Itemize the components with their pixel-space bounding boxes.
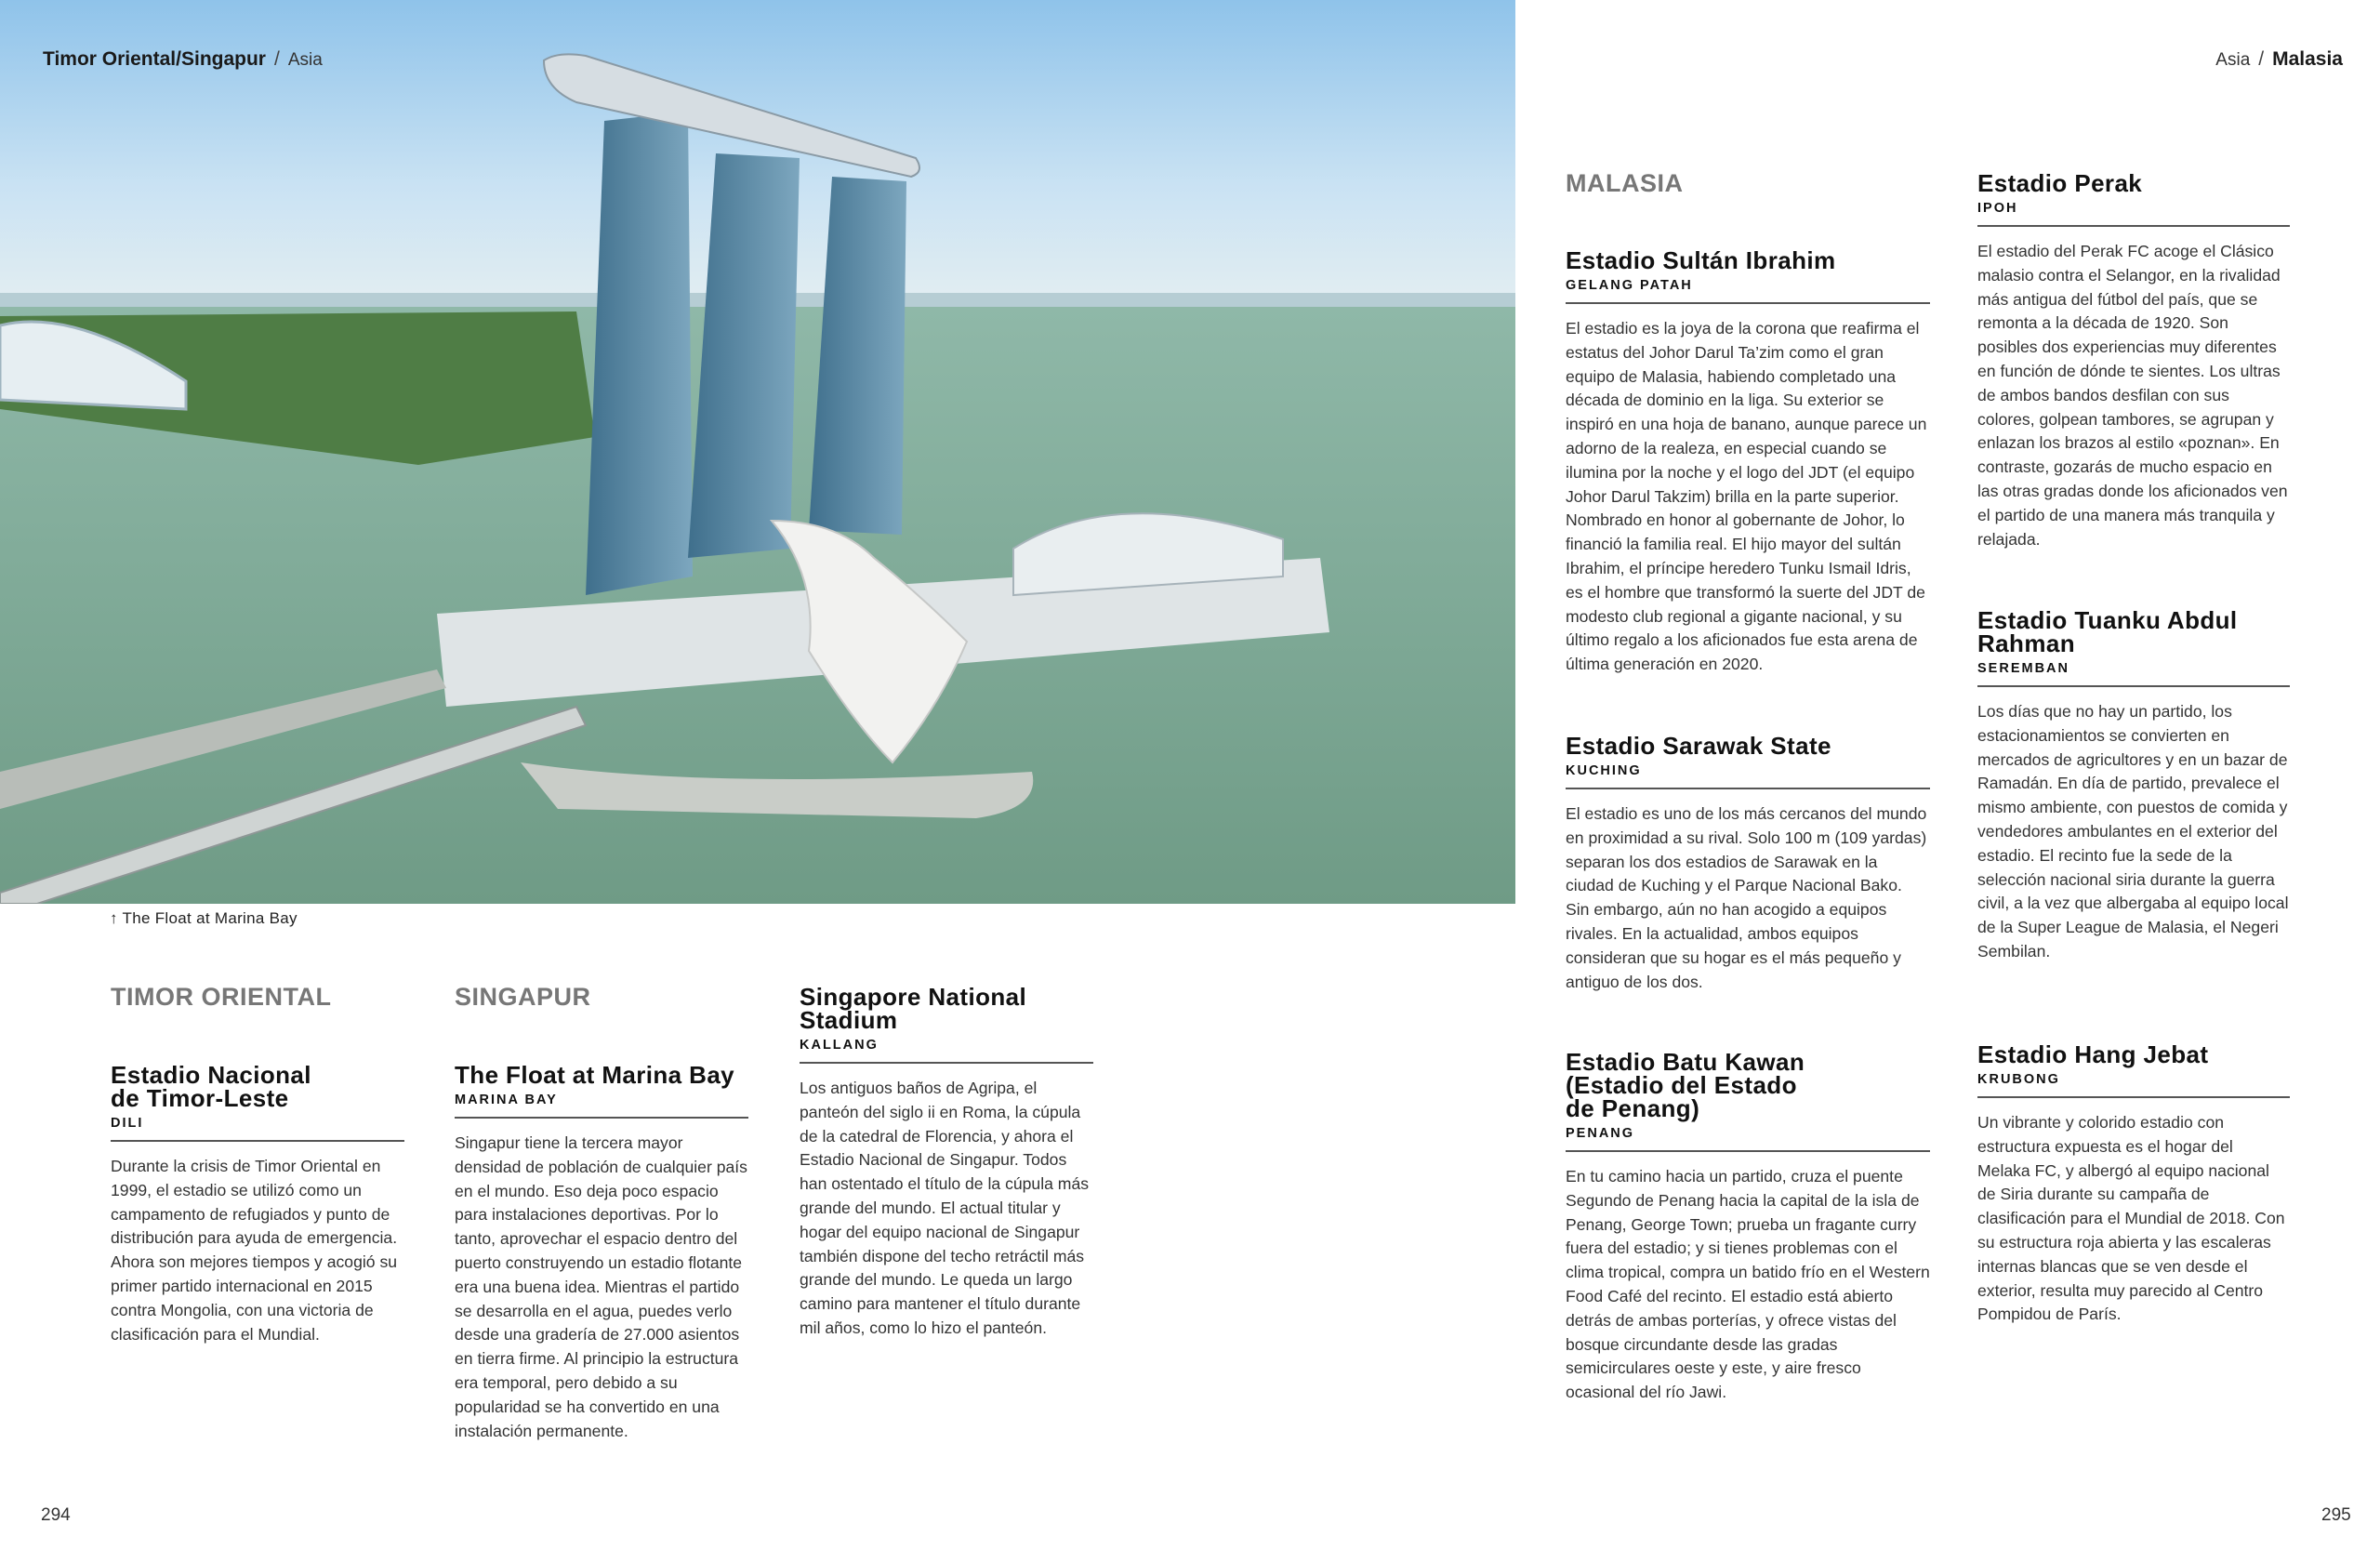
running-head-region: Asia bbox=[287, 50, 323, 70]
stadium-description: El estadio del Perak FC acoge el Clásico malasio contra el Selangor, en la rivalidad más antigua del fútbol del país, que se remonta a la década de 1920. Son posibles dos experiencias muy diferentes en función de dónde te sientes. Los ultras de ambos bandos desfilan con sus colores, golpean tambores, se agrupan y enlazan los brazos al estilo «poznan». En contraste, gozarás de mucho espacio en las otras gradas donde los aficionados ven el partido de una manera más tranquila y relajada. bbox=[1977, 242, 2288, 549]
stadium-entry-sarawak bbox=[1566, 732, 1930, 994]
stadium-entry-singapore-national bbox=[800, 983, 1093, 1341]
stadium-entry-hang-jebat bbox=[1977, 1040, 2290, 1327]
photo-caption bbox=[110, 909, 298, 928]
stadium-location: KUCHING bbox=[1566, 763, 1930, 789]
country-heading-malasia: MALASIA bbox=[1566, 169, 1684, 197]
running-head-right bbox=[2215, 48, 2343, 71]
running-head-separator: / bbox=[273, 48, 280, 70]
country-heading-singapur: SINGAPUR bbox=[455, 983, 591, 1011]
country-heading-timor: TIMOR ORIENTAL bbox=[111, 983, 332, 1011]
stadium-name: Estadio Hang Jebat bbox=[1977, 1040, 2209, 1068]
stadium-entry-float-marina-bay bbox=[455, 1061, 748, 1443]
stadium-location: SEREMBAN bbox=[1977, 661, 2290, 687]
stadium-name: Estadio Sultán Ibrahim bbox=[1566, 246, 1836, 274]
caption-text: The Float at Marina Bay bbox=[122, 909, 298, 927]
running-head-separator: / bbox=[2258, 48, 2265, 70]
stadium-name: Singapore National Stadium bbox=[800, 983, 1027, 1034]
stadium-description: Los días que no hay un partido, los estacionamientos se convierten en mercados de agricultores y en un bazar de Ramadán. En día de partido, prevalece el mismo ambiente, con puestos de comida y vendedores ambulantes en el exterior del estadio. El recinto fue la sede de la selección nacional siria durante la guerra civil, a la vez que albergaba al equipo local de la Super League de Malasia, el Negeri Sembilan. bbox=[1977, 702, 2289, 960]
stadium-location: KRUBONG bbox=[1977, 1072, 2290, 1098]
page-number-left: 294 bbox=[41, 1505, 71, 1525]
stadium-location: KALLANG bbox=[800, 1038, 1093, 1064]
stadium-name: Estadio Batu Kawan (Estadio del Estado de Penang) bbox=[1566, 1048, 1805, 1122]
stadium-name: Estadio Nacional de Timor-Leste bbox=[111, 1061, 311, 1112]
stadium-description: Un vibrante y colorido estadio con estructura expuesta es el hogar del Melaka FC, y albergó al equipo nacional de Siria durante su campaña de clasificación para el Mundial de 2018. Con su estructura roja abierta y las escaleras internas blancas que se ven desde el exterior, resulta muy parecido al Centro Pompidou de París. bbox=[1977, 1113, 2285, 1324]
running-head-region: Asia bbox=[2215, 50, 2251, 70]
page-number-right: 295 bbox=[2321, 1505, 2351, 1525]
stadium-entry-perak bbox=[1977, 169, 2290, 551]
marina-bay-photo bbox=[0, 0, 1515, 904]
stadium-location: MARINA BAY bbox=[455, 1093, 748, 1119]
stadium-name: Estadio Sarawak State bbox=[1566, 732, 1831, 760]
stadium-entry-timor-leste bbox=[111, 1061, 404, 1346]
stadium-description: Durante la crisis de Timor Oriental en 1999, el estadio se utilizó como un campamento de refugiados y punto de distribución para ayuda de emergencia. Ahora son mejores tiempos y acogió su primer partido internacional en 2015 contra Mongolia, con una victoria de clasificación para el Mundial. bbox=[111, 1157, 398, 1344]
stadium-entry-sultan-ibrahim bbox=[1566, 246, 1930, 677]
running-head-section: Malasia bbox=[2272, 48, 2343, 70]
stadium-name: Estadio Perak bbox=[1977, 169, 2143, 197]
stadium-description: El estadio es uno de los más cercanos del mundo en proximidad a su rival. Solo 100 m (109 yardas) separan los dos estadios de Sarawak en la ciudad de Kuching y el Parque Nacional Bako. Sin embargo, aún no han acogido a equipos rivales. En la actualidad, ambos equipos consideran que su hogar es el más pequeño y antiguo de los dos. bbox=[1566, 804, 1927, 991]
stadium-description: Los antiguos baños de Agripa, el panteón del siglo ii en Roma, la cúpula de la catedral de Florencia, y ahora el Estadio Nacional de Singapur. Todos han ostentado el título de la cúpula más grande del mundo. El actual titular y hogar del equipo nacional de Singapur también dispone del techo retráctil más grande del mundo. Le queda un largo camino para mantener el título durante mil años, como lo hizo el panteón. bbox=[800, 1079, 1090, 1337]
running-head-section: Timor Oriental/Singapur bbox=[43, 48, 266, 70]
stadium-description: En tu camino hacia un partido, cruza el puente Segundo de Penang hacia la capital de la isla de Penang, George Town; prueba un fragante curry fuera del estadio; y si tienes problemas con el clima tropical, compra un batido frío en el Western Food Café del recinto. El estadio está abierto detrás de ambas porterías, y ofrece vistas del bosque circundante desde las gradas semicirculares oeste y este, y aire fresco ocasional del río Jawi. bbox=[1566, 1167, 1930, 1402]
stadium-name: Estadio Tuanku Abdul Rahman bbox=[1977, 606, 2238, 657]
stadium-location: DILI bbox=[111, 1116, 404, 1142]
stadium-location: PENANG bbox=[1566, 1126, 1930, 1152]
stadium-location: IPOH bbox=[1977, 201, 2290, 227]
stadium-entry-batu-kawan bbox=[1566, 1048, 1930, 1405]
stadium-description: Singapur tiene la tercera mayor densidad de población de cualquier país en el mundo. Eso deja poco espacio para instalaciones deportivas. Por lo tanto, aprovechar el espacio dentro del puerto construyendo un estadio flotante era una buena idea. Mientras el partido se desarrolla en el agua, puedes verlo desde una gradería de 27.000 asientos en tierra firme. Al principio la estructura era temporal, pero debido a su popularidad se ha convertido en una instalación permanente. bbox=[455, 1133, 747, 1440]
stadium-location: GELANG PATAH bbox=[1566, 278, 1930, 304]
stadium-description: El estadio es la joya de la corona que reafirma el estatus del Johor Darul Ta’zim como el gran equipo de Malasia, habiendo completado una década de dominio en la liga. Su exterior se inspiró en una hoja de banano, aunque parece un adorno de la realeza, en especial cuando se ilumina por la noche y el logo del JDT (el equipo Johor Darul Takzim) brilla en la parte superior. Nombrado en honor al gobernante de Johor, lo financió la familia real. El hijo mayor del sultán Ibrahim, el príncipe heredero Tunku Ismail Idris, es el hombre que transformó la suerte del JDT de modesto club regional a gigante nacional, y su último regalo a los aficionados fue esta arena de última generación en 2020. bbox=[1566, 319, 1927, 674]
stadium-entry-tuanku-abdul-rahman bbox=[1977, 606, 2290, 964]
arrow-up-icon: ↑ bbox=[110, 909, 118, 927]
stadium-name: The Float at Marina Bay bbox=[455, 1061, 735, 1089]
running-head-left bbox=[43, 48, 323, 71]
